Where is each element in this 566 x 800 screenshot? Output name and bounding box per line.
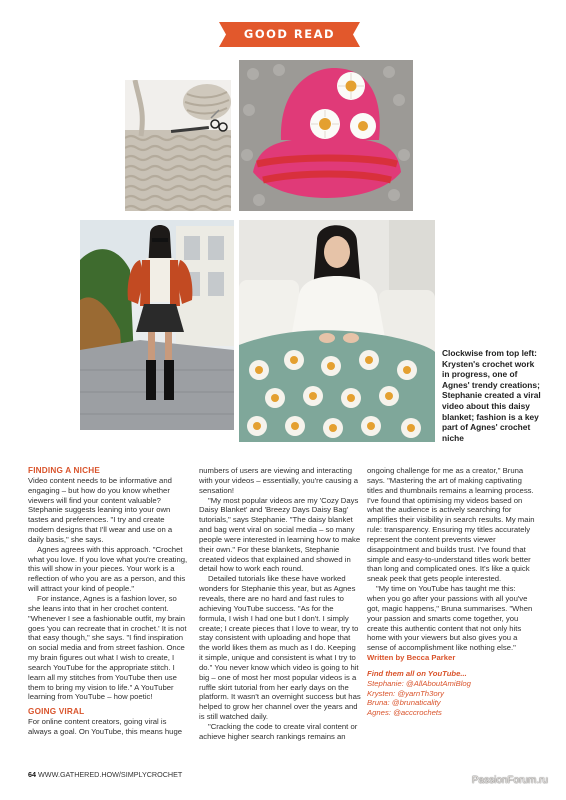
paragraph: Detailed tutorials like these have worked wonders for Stephanie this year, but as Agnes reveals, there are no hard and fast rules to achieving YouTube success. "As for the formula, I wish I had one but I don't. I simply create; I create pieces that I love to wear, try to stay consistent with uploading and hope that the world likes them as much as I do. Keeping it simple, unique and consistent is what I try to do." You never know which video is going to hit big – one of most her most popular videos is a ruffle skirt tutorial from her early days on the platform. It wasn't an overnight success but has helped to grow her channel over the years and is still watched daily.: [199, 574, 361, 722]
text-column-1: [28, 466, 189, 737]
text-column-2: [199, 466, 361, 742]
watermark: PassionForum.ru: [471, 775, 548, 786]
photo-caption: Clockwise from top left: Krysten's crochet work in progress, one of Agnes' trendy creations; Stephanie created a viral video about this daisy blanket; fashion is a key part of Agnes' crochet niche: [442, 348, 541, 443]
paragraph: "My time on YouTube has taught me this: when you go after your passions with all you've got, magic happens," Bruna summarises. "When your passion and smarts come together, you create this authentic content that not only hits home with your viewers but also gives you a sense of accomplishment like nothing else.": [367, 584, 533, 653]
paragraph: "My most popular videos are my 'Cozy Days Daisy Blanket' and 'Breezy Days Daisy Bag' tutorials," says Stephanie. "The daisy blanket and bag went viral on social media – so many people were interested in learning how to make their own." For these blankets, Stephanie created videos that explained and showed in detail how to work each round.: [199, 495, 361, 574]
page-number: 64: [28, 770, 36, 779]
paragraph: Video content needs to be informative and engaging – but how do you know whether viewers will find your content valuable? Stephanie suggests leaning into your own tastes and preferences. "I try and create modern designs that I'll wear and use on a daily basis," she says.: [28, 475, 173, 544]
photo-daisy-blanket: [239, 220, 435, 442]
page-footer: [28, 770, 182, 779]
youtube-handle[interactable]: Stephanie: @AllAboutAmiBlog: [367, 678, 471, 688]
paragraph: Agnes agrees with this approach. "Crochet what you love. If you love what you're creating, this will show in your pieces. Your work is a reflection of who you are as a person, and this will attract your kind of people.": [28, 544, 188, 594]
banner-title: GOOD READ: [243, 27, 336, 41]
photo-crochet-fashion-street: [80, 220, 234, 430]
youtube-handle[interactable]: Agnes: @acccrochets: [367, 708, 442, 718]
youtube-handle[interactable]: Krysten: @yarnTh3ory: [367, 688, 445, 698]
good-read-banner: [219, 22, 360, 47]
author-byline: Written by Becca Parker: [367, 653, 456, 663]
footer-url[interactable]: WWW.GATHERED.HOW/SIMPLYCROCHET: [38, 770, 183, 779]
heading-finding-a-niche: FINDING A NICHE: [28, 466, 100, 475]
youtube-handle[interactable]: Bruna: @brunaticality: [367, 698, 441, 708]
paragraph: For online content creators, going viral is always a goal. On YouTube, this means huge: [28, 717, 182, 736]
heading-going-viral: GOING VIRAL: [28, 707, 85, 717]
youtube-heading: Find them all on YouTube...: [367, 668, 467, 678]
paragraph: numbers of users are viewing and interacting with your videos – essentially, you're causing a sensation!: [199, 466, 359, 495]
photo-yarn-swatch: [125, 80, 231, 211]
paragraph: For instance, Agnes is a fashion lover, so she leans into that in her crochet content. "Whenever I see a fashionable outfit, my brain goes 'you can recreate that in crochet.' It is not that easy though," she says. "I find inspiration on social media and from street fashion. Once my brain figures out what I wish to create, I search YouTube for the appropriate stitch. I learn all my stitches from YouTube then use them to bring my vision to life." A YouTuber learning from YouTube – how poetic!: [28, 593, 187, 702]
paragraph: ongoing challenge for me as a creator," Bruna says. "Mastering the art of making captivating titles and thumbnails remains a learning process. I've found that optimising my videos based on what the audience is actively searching for amplifies their visibility in search results. My main rule: transparency. Ensuring my titles accurately represent the content prevents viewer disappointment and builds trust. I've found that simple and easy-to-understand titles work better than long and complicated ones. It's like a quick sneak peek that gets people interested.: [367, 466, 535, 584]
photo-daisy-bucket-hat: [239, 60, 413, 211]
text-column-3: [367, 466, 535, 718]
paragraph: "Cracking the code to create viral content or achieve higher search rankings remains an: [199, 721, 358, 741]
